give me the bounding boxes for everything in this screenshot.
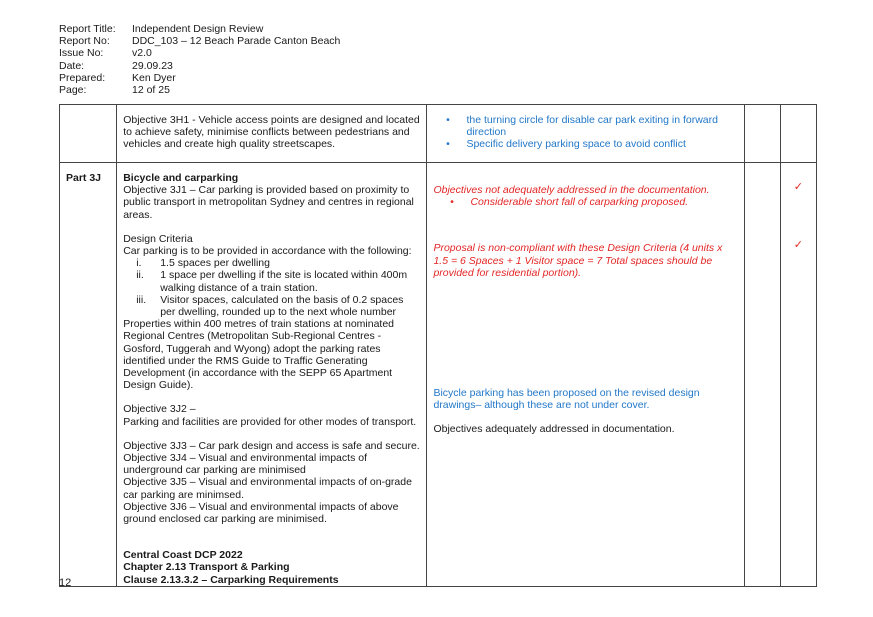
bullet-icon: • bbox=[450, 196, 454, 209]
dcp-chapter: Chapter 2.13 Transport & Parking bbox=[123, 561, 290, 574]
list-text: 1.5 spaces per dwelling bbox=[160, 257, 270, 270]
header-label: Date: bbox=[59, 59, 85, 72]
bullet-icon: • bbox=[446, 114, 450, 126]
report-header bbox=[59, 23, 340, 96]
comment-criteria: Proposal is non-compliant with these Design Criteria (4 units x 1.5 = 6 Spaces + 1 Visitor space = 7 Total spaces should be provided for residential portion). bbox=[433, 242, 723, 279]
list-item bbox=[429, 138, 737, 150]
comment-3j1: Objectives not adequately addressed in the documentation. bbox=[433, 184, 710, 196]
header-value: Independent Design Review bbox=[132, 23, 264, 35]
page-number: 12 bbox=[59, 577, 72, 589]
check-cell bbox=[744, 105, 780, 163]
header-row-issue bbox=[59, 47, 340, 59]
header-value: DDC_103 – 12 Beach Parade Canton Beach bbox=[132, 35, 341, 48]
objective-3j3: Objective 3J3 – Car park design and access is safe and secure. bbox=[123, 439, 420, 452]
header-row-prepared bbox=[59, 72, 340, 84]
header-label: Page: bbox=[59, 84, 87, 97]
objective-3j6: Objective 3J6 – Visual and environmental impacts of above ground enclosed car parking are minimised. bbox=[123, 500, 399, 526]
comment-cell bbox=[427, 163, 744, 587]
dcp-heading: Central Coast DCP 2022 bbox=[123, 549, 243, 562]
review-table bbox=[59, 104, 817, 587]
objective-3j2-text: Parking and facilities are provided for other modes of transport. bbox=[123, 415, 417, 428]
check-cell bbox=[780, 105, 816, 163]
objective-3j2-title: Objective 3J2 – bbox=[123, 403, 196, 416]
comment-bullet-list bbox=[429, 114, 737, 151]
header-row-report-no bbox=[59, 35, 340, 47]
list-item bbox=[123, 294, 420, 318]
section-title: Bicycle and carparking bbox=[123, 172, 239, 184]
objective-3j1: Objective 3J1 – Car parking is provided based on proximity to public transport in metropolitan Sydney and centres in regional areas. bbox=[123, 184, 414, 221]
header-value: 12 of 25 bbox=[132, 84, 170, 97]
comment-adequate: Objectives adequately addressed in documentation. bbox=[433, 423, 675, 436]
list-item bbox=[429, 114, 737, 138]
list-number: iii. bbox=[136, 293, 147, 306]
objective-3j4: Objective 3J4 – Visual and environmental impacts of underground car parking are minimised bbox=[123, 452, 367, 477]
header-label: Report No: bbox=[59, 35, 110, 48]
header-value: v2.0 bbox=[132, 47, 152, 60]
check-cell bbox=[780, 163, 816, 587]
dcp-clause: Clause 2.13.3.2 – Carparking Requirements bbox=[123, 573, 339, 586]
comment-bullet: the turning circle for disable car park exiting in forward direction bbox=[466, 114, 718, 139]
header-label: Report Title: bbox=[59, 23, 116, 35]
criteria-list bbox=[123, 257, 420, 318]
part-cell bbox=[60, 105, 117, 163]
objective-cell bbox=[117, 105, 427, 163]
bullet-icon: • bbox=[446, 138, 450, 151]
header-row-date bbox=[59, 60, 340, 72]
part-label: Part 3J bbox=[66, 172, 102, 184]
properties-text: Properties within 400 metres of train stations at nominated Regional Centres (Metropolitan Sub-Regional Centres - Gosford, Tuggerah and Wyong) adopt the parking rates identified under the RMS Guide to Traffic Generating Development (in accordance with the SEPP 65 Apartment Design Guide). bbox=[123, 318, 395, 392]
table-row bbox=[60, 163, 817, 587]
list-text: Visitor spaces, calculated on the basis of 0.2 spaces per dwelling, rounded up to the next whole number bbox=[160, 293, 404, 319]
tick-icon: ✓ bbox=[793, 181, 804, 193]
list-item bbox=[433, 196, 737, 208]
list-text: 1 space per dwelling if the site is located within 400m walking distance of a train station. bbox=[160, 269, 408, 294]
list-item bbox=[123, 257, 420, 269]
check-cell bbox=[744, 163, 780, 587]
header-value: Ken Dyer bbox=[132, 71, 176, 84]
criteria-title: Design Criteria bbox=[123, 232, 193, 245]
header-label: Prepared: bbox=[59, 71, 106, 84]
objective-3j5: Objective 3J5 – Visual and environmental impacts of on-grade car parking are minimsed. bbox=[123, 476, 412, 501]
objective-3h1: Objective 3H1 - Vehicle access points are designed and located to achieve safety, minimise conflicts between pedestrians and vehicles and create high quality streetscapes. bbox=[123, 114, 420, 151]
header-value: 29.09.23 bbox=[132, 59, 173, 72]
tick-icon: ✓ bbox=[793, 239, 804, 252]
comment-bicycle: Bicycle parking has been proposed on the revised design drawings– although these are not under cover. bbox=[433, 387, 700, 412]
list-item bbox=[123, 269, 420, 293]
comment-bullet: Considerable short fall of carparking proposed. bbox=[470, 196, 689, 209]
list-number: ii. bbox=[136, 269, 144, 282]
comment-bullet: Specific delivery parking space to avoid conflict bbox=[466, 138, 686, 151]
list-number: i. bbox=[136, 257, 142, 270]
part-cell bbox=[60, 163, 117, 587]
comment-cell bbox=[427, 105, 744, 163]
header-row-page bbox=[59, 84, 340, 96]
table-row bbox=[60, 105, 817, 163]
header-label: Issue No: bbox=[59, 47, 104, 60]
objective-cell bbox=[117, 163, 427, 587]
criteria-intro: Car parking is to be provided in accordance with the following: bbox=[123, 245, 412, 258]
comment-bullet-list bbox=[433, 196, 737, 208]
header-row-title bbox=[59, 23, 340, 35]
